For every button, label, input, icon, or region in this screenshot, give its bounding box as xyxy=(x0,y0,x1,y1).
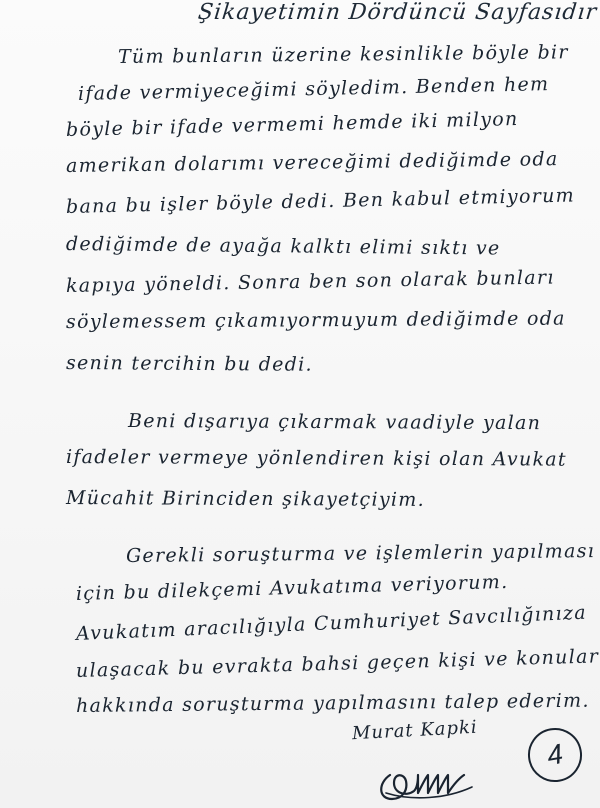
page-number: 4 xyxy=(544,737,566,772)
signature-name: Murat Kapki xyxy=(351,716,479,745)
paragraph-1-line-9: senin tercihin bu dedi. xyxy=(65,352,313,376)
page-title: Şikayetimin Dördüncü Sayfasıdır xyxy=(196,0,599,25)
paragraph-3-line-5: hakkında soruşturma yapılmasını talep ederim. xyxy=(75,689,590,717)
paragraph-1-line-1: Tüm bunların üzerine kesinlikle böyle bir xyxy=(117,41,569,68)
paragraph-2-line-3: Mücahit Birinciden şikayetçiyim. xyxy=(65,487,426,511)
paragraph-3-line-2: için bu dilekçemi Avukatıma veriyorum. xyxy=(75,570,509,605)
paragraph-2-line-2: ifadeler vermeye yönlendiren kişi olan Avukat xyxy=(65,446,567,471)
paragraph-1-line-4: amerikan dolarımı vereceğimi dediğimde oda xyxy=(65,148,559,177)
paragraph-3-line-4: ulaşacak bu evrakta bahsi geçen kişi ve konular xyxy=(75,645,600,682)
signature-scribble xyxy=(372,745,482,805)
paragraph-3-line-1: Gerekli soruşturma ve işlemlerin yapılması xyxy=(125,540,596,567)
paragraph-1-line-2: ifade vermiyeceğimi söyledim. Benden hem xyxy=(77,73,550,105)
page-number-badge xyxy=(524,724,587,787)
paragraph-1-line-6: dediğimde de ayağa kalktı elimi sıktı ve xyxy=(65,233,501,260)
paragraph-1-line-8: söylemessem çıkamıyormuyum dediğimde oda xyxy=(65,307,566,333)
paragraph-1-line-5: bana bu işler böyle dedi. Ben kabul etmiyorum xyxy=(65,184,576,218)
paragraph-3-line-3: Avukatım aracılığıyla Cumhuriyet Savcılığınıza xyxy=(75,601,588,645)
paragraph-2-line-1: Beni dışarıya çıkarmak vaadiyle yalan xyxy=(127,410,542,435)
paragraph-1-line-7: kapıya yöneldi. Sonra ben son olarak bunları xyxy=(65,266,555,297)
paragraph-1-line-3: böyle bir ifade vermemi hemde iki milyon xyxy=(65,107,519,141)
